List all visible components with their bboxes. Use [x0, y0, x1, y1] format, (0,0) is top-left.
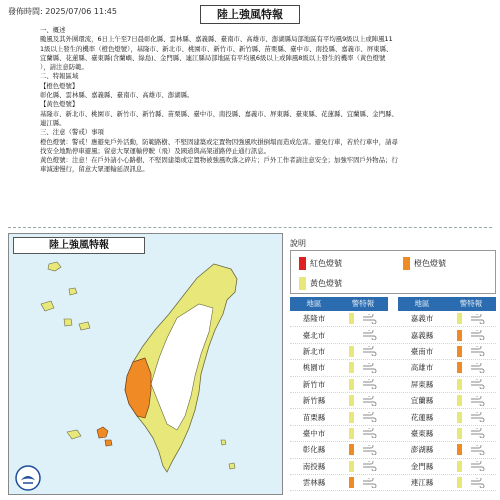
table-row	[290, 475, 496, 491]
table-row	[290, 344, 496, 360]
signal-orange-marker	[457, 346, 462, 357]
header-signal-right: 警特報	[446, 297, 496, 311]
bulletin-line: 一、概述	[40, 26, 66, 34]
header-area-right: 地區	[398, 297, 446, 311]
bulletin-line: 車減速慢行，留意大眾運輸延誤訊息。	[40, 165, 149, 174]
region-name: 臺東縣	[410, 428, 434, 438]
signal-cell	[446, 461, 496, 472]
legend	[290, 250, 496, 294]
signal-yellow-marker	[349, 379, 354, 390]
wind-icon	[470, 379, 485, 389]
legend-yellow-swatch	[299, 277, 306, 290]
signal-yellow-marker	[349, 362, 354, 373]
region-name: 雲林縣	[302, 478, 326, 488]
signal-cell	[446, 477, 496, 488]
signal-cell	[446, 379, 496, 390]
signal-cell	[446, 444, 496, 455]
table-rows	[290, 311, 496, 491]
region-name: 基隆市	[302, 314, 326, 324]
region-name: 彰化縣	[302, 445, 326, 455]
wind-icon	[362, 314, 377, 324]
signal-cell	[446, 395, 496, 406]
signal-orange-marker	[349, 444, 354, 455]
bulletin-line: 【黃色燈號】	[40, 100, 79, 109]
bulletin-line: 連江縣。	[40, 118, 66, 127]
publish-label: 發佈時間:	[8, 7, 43, 16]
signal-cell	[338, 477, 388, 488]
wind-icon	[470, 314, 485, 324]
wind-icon	[362, 478, 377, 488]
region-name: 臺北市	[302, 330, 326, 340]
warning-map	[8, 233, 283, 495]
signal-cell	[446, 330, 496, 341]
bulletin-line: 颱風及其外圍環流，6日上午至7日晨彰化縣、雲林縣、嘉義縣、臺南市、高雄市、澎湖縣局部地區有平均風9級以上或陣風11	[40, 35, 393, 44]
signal-cell	[338, 346, 388, 357]
wind-icon	[470, 363, 485, 373]
wind-icon	[470, 396, 485, 406]
signal-yellow-marker	[349, 428, 354, 439]
table-row	[290, 327, 496, 343]
wind-icon	[470, 428, 485, 438]
publish-time-value: 2025/07/06 11:45	[45, 7, 117, 16]
kinmen-island	[67, 430, 81, 439]
bulletin-line: 黃色燈號：注意！在戶外請小心路樹、不堅固建築或定置物被強風吹落之碎片；戶外工作者請注意安全；加強牢固戶外物品；行	[40, 156, 398, 165]
signal-cell	[338, 395, 388, 406]
bulletin-line: 找安全地點停車避風；留意大眾運輸停駛（飛）及國道與高架道路停止通行訊息。	[40, 146, 271, 155]
signal-yellow-marker	[457, 379, 462, 390]
signal-yellow-marker	[457, 461, 462, 472]
signal-cell	[446, 428, 496, 439]
wind-icon	[470, 445, 485, 455]
wind-icon	[362, 379, 377, 389]
wind-icon	[470, 461, 485, 471]
cwa-logo-icon	[15, 465, 41, 491]
region-name: 連江縣	[410, 478, 434, 488]
signal-yellow-marker	[457, 313, 462, 324]
header-signal-left: 警特報	[338, 297, 388, 311]
wind-icon	[362, 428, 377, 438]
region-name: 新竹縣	[302, 396, 326, 406]
region-name: 宜蘭縣	[410, 396, 434, 406]
region-name: 臺南市	[410, 346, 434, 356]
bulletin-line: 基隆市、新北市、桃園市、新竹市、新竹縣、苗栗縣、臺中市、南投縣、嘉義市、屏東縣、臺東縣、花蓮縣、宜蘭縣、金門縣、	[40, 109, 398, 118]
table-row	[290, 426, 496, 442]
region-name: 臺中市	[302, 428, 326, 438]
region-name: 高雄市	[410, 363, 434, 373]
page-title: 陸上強風特報	[200, 5, 300, 24]
table-row	[290, 311, 496, 327]
legend-yellow	[299, 277, 342, 290]
bulletin-line: 【橙色燈號】	[40, 81, 79, 90]
region-name: 新竹市	[302, 379, 326, 389]
signal-none-marker	[349, 330, 354, 341]
orchid-island	[221, 440, 235, 469]
wind-icon	[362, 346, 377, 356]
divider	[8, 227, 492, 228]
region-name: 桃園市	[302, 363, 326, 373]
region-name: 嘉義縣	[410, 330, 434, 340]
signal-cell	[446, 313, 496, 324]
matsu-islands	[41, 262, 90, 330]
header-area-left: 地區	[290, 297, 338, 311]
signal-yellow-marker	[349, 313, 354, 324]
signal-cell	[446, 346, 496, 357]
legend-orange	[403, 257, 446, 270]
wind-icon	[362, 363, 377, 373]
bulletin-line: 1級以上發生的機率（橙色燈號），基隆市、新北市、桃園市、新竹市、新竹縣、苗栗縣、臺中市、南投縣、嘉義市、屏東縣、	[40, 44, 393, 53]
legend-title: 說明	[290, 239, 306, 248]
wind-icon	[470, 478, 485, 488]
table-row	[290, 409, 496, 425]
taiwan-map	[9, 234, 283, 495]
legend-yellow-label: 黃色燈號	[310, 279, 342, 288]
wind-icon	[362, 330, 377, 340]
region-name: 澎湖縣	[410, 445, 434, 455]
signal-cell	[338, 313, 388, 324]
bulletin-line: 三、注意（警戒）事項	[40, 128, 104, 137]
bulletin-text	[40, 26, 492, 175]
bulletin-line: 宜蘭縣、花蓮縣、臺東縣(含蘭嶼、綠島)、金門縣、連江縣局部地區有平均風6級以上或陣風8級以上發生的機率（黃色燈號	[40, 53, 386, 62]
wind-icon	[470, 346, 485, 356]
region-name: 嘉義市	[410, 314, 434, 324]
signal-cell	[338, 461, 388, 472]
wind-icon	[362, 396, 377, 406]
region-name: 屏東縣	[410, 379, 434, 389]
map-title: 陸上強風特報	[13, 237, 145, 254]
signal-yellow-marker	[457, 395, 462, 406]
signal-yellow-marker	[349, 461, 354, 472]
table-header	[290, 297, 496, 311]
table-row	[290, 459, 496, 475]
legend-red-swatch	[299, 257, 306, 270]
signal-orange-marker	[457, 444, 462, 455]
region-name: 南投縣	[302, 461, 326, 471]
signal-cell	[338, 362, 388, 373]
region-name: 新北市	[302, 346, 326, 356]
taiwan-orange-region	[125, 358, 151, 418]
bulletin-line: 彰化縣、雲林縣、嘉義縣、臺南市、高雄市、澎湖縣。	[40, 91, 194, 100]
wind-icon	[362, 412, 377, 422]
bulletin-line: ），請注意防範。	[40, 63, 88, 72]
penghu-islands	[97, 427, 112, 446]
region-name: 苗栗縣	[302, 412, 326, 422]
legend-red-label: 紅色燈號	[310, 259, 342, 268]
signal-orange-marker	[349, 477, 354, 488]
signal-orange-marker	[457, 330, 462, 341]
signal-cell	[338, 379, 388, 390]
wind-icon	[362, 445, 377, 455]
signal-cell	[446, 412, 496, 423]
table-row	[290, 360, 496, 376]
signal-yellow-marker	[349, 412, 354, 423]
legend-orange-label: 橙色燈號	[414, 259, 446, 268]
table-row	[290, 442, 496, 458]
signal-cell	[338, 412, 388, 423]
wind-icon	[470, 330, 485, 340]
wind-icon	[362, 461, 377, 471]
region-name: 金門縣	[410, 461, 434, 471]
signal-yellow-marker	[349, 395, 354, 406]
bulletin-line: 二、特報區域	[40, 72, 79, 81]
table-row	[290, 377, 496, 393]
region-name: 花蓮縣	[410, 412, 434, 422]
publish-time	[8, 6, 117, 17]
signal-cell	[338, 428, 388, 439]
legend-red	[299, 257, 342, 270]
signal-yellow-marker	[349, 346, 354, 357]
signal-cell	[338, 444, 388, 455]
table-row	[290, 393, 496, 409]
signal-yellow-marker	[457, 477, 462, 488]
wind-icon	[470, 412, 485, 422]
legend-orange-swatch	[403, 257, 410, 270]
region-table	[290, 297, 496, 491]
signal-orange-marker	[457, 362, 462, 373]
bulletin-line: 橙色燈號：警戒！應避免戶外活動，防範路樹、不堅固建築或定置物因強風吹損倒塌而造成危害。避免行車，若於行車中，請尋	[40, 137, 398, 146]
signal-yellow-marker	[457, 412, 462, 423]
signal-cell	[446, 362, 496, 373]
signal-yellow-marker	[457, 428, 462, 439]
signal-cell	[338, 330, 388, 341]
